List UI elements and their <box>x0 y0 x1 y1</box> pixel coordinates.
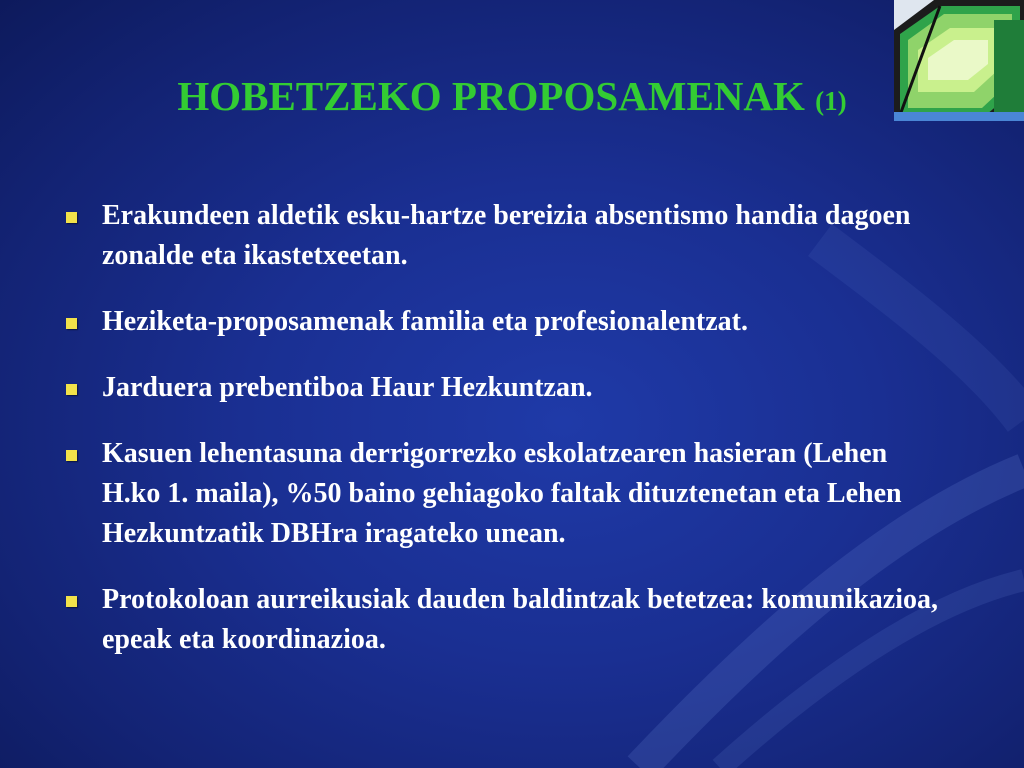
bullet-item <box>62 368 942 408</box>
square-bullet-icon <box>66 384 77 395</box>
title-text: HOBETZEKO PROPOSAMENAK <box>177 73 805 119</box>
bullet-text: Kasuen lehentasuna derrigorrezko eskolatzearen hasieran (Lehen H.ko 1. maila), %50 baino gehiagoko faltak dituztenetan eta Lehen Hezkuntzatik DBHra iragateko unean. <box>102 438 902 549</box>
bullet-text: Jarduera prebentiboa Haur Hezkuntzan. <box>102 372 593 403</box>
bullet-text: Heziketa-proposamenak familia eta profesionalentzat. <box>102 306 749 337</box>
bullet-text: Protokoloan aurreikusiak dauden baldintzak betetzea: komunikazioa, epeak eta koordinazioa. <box>102 584 938 655</box>
slide-title <box>0 68 1024 129</box>
bullet-item <box>62 302 942 342</box>
bullet-item <box>62 580 942 660</box>
square-bullet-icon <box>66 450 77 461</box>
bullet-item <box>62 196 942 276</box>
square-bullet-icon <box>66 596 77 607</box>
square-bullet-icon <box>66 212 77 223</box>
bullet-list <box>62 196 942 686</box>
bullet-item <box>62 434 942 554</box>
square-bullet-icon <box>66 318 77 329</box>
title-suffix: (1) <box>815 86 847 116</box>
bullet-text: Erakundeen aldetik esku-hartze bereizia absentismo handia dagoen zonalde eta ikastetxeetan. <box>102 200 911 271</box>
